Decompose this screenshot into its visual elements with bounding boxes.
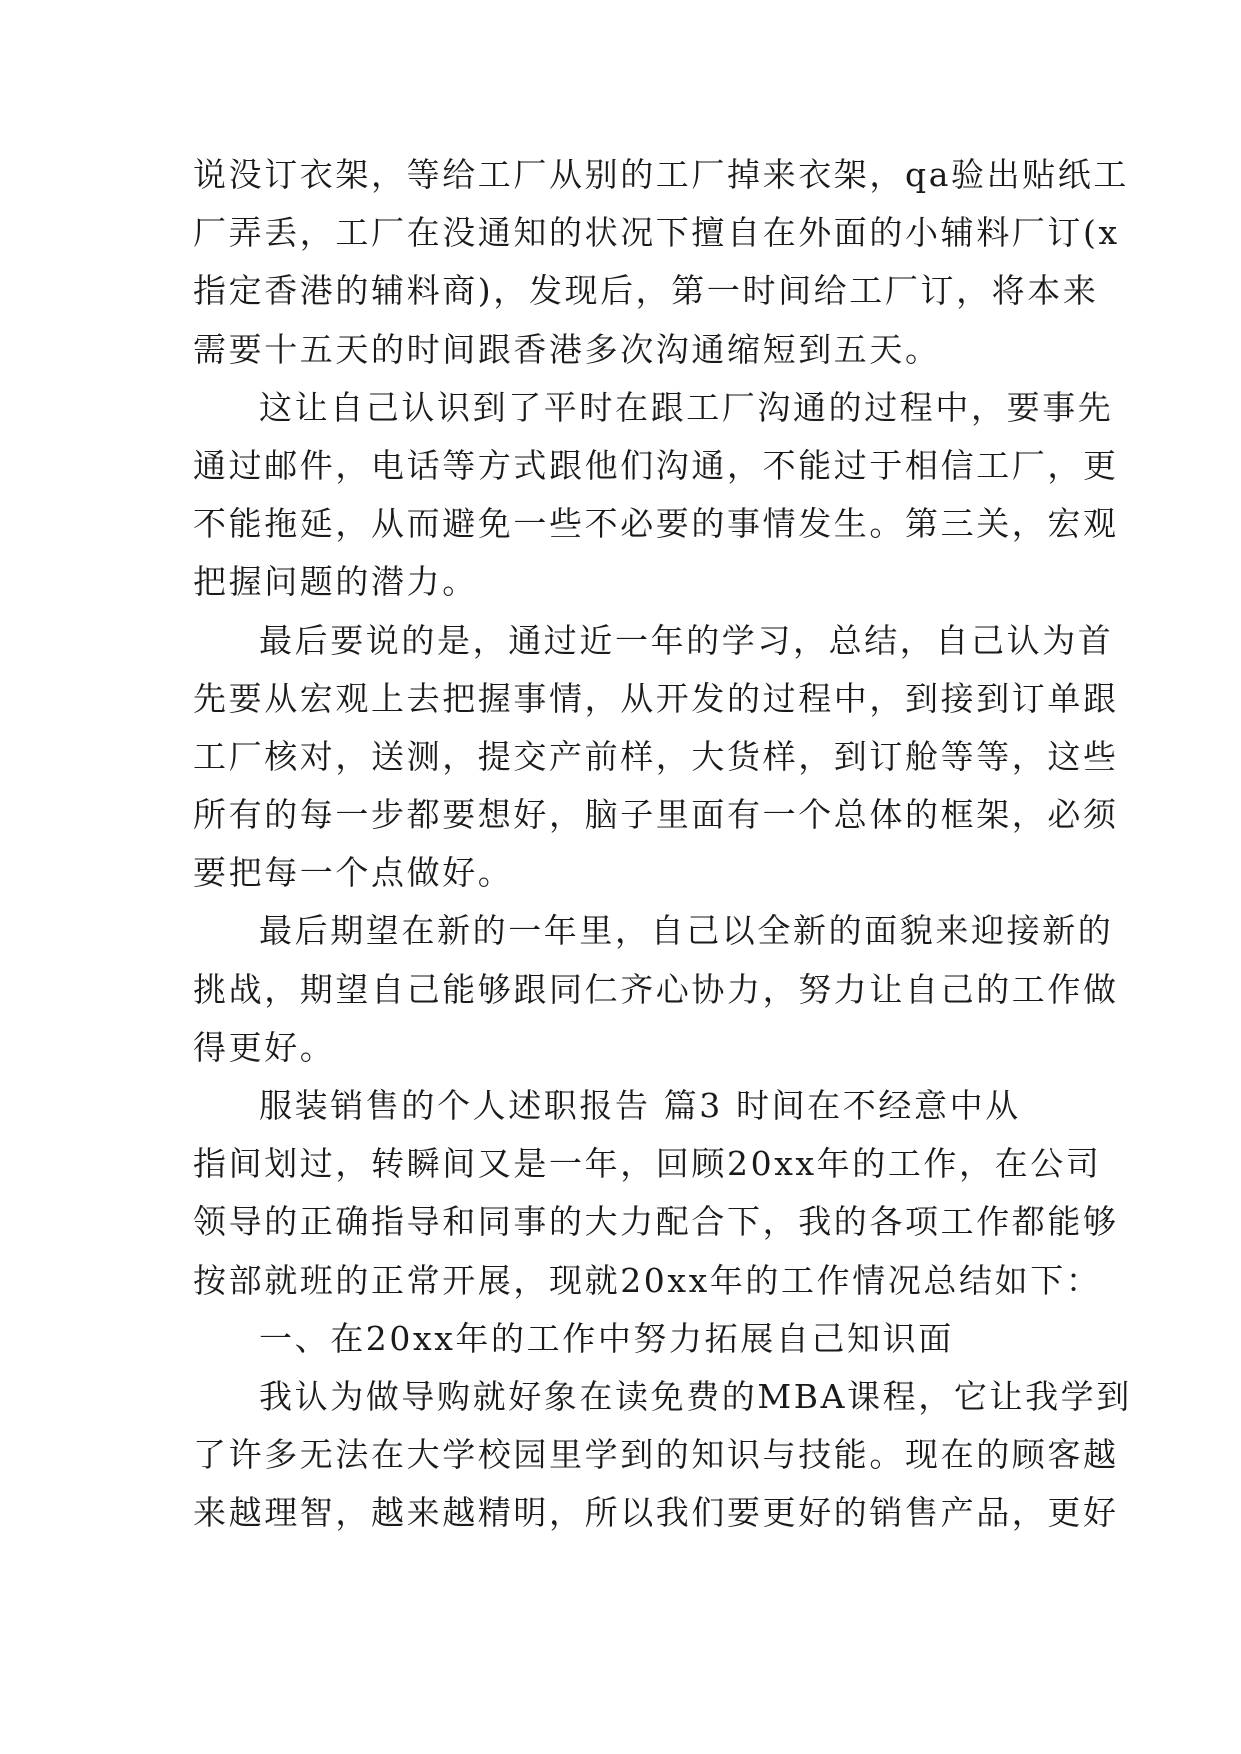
text-line: 指间划过，转瞬间又是一年，回顾20xx年的工作，在公司: [193, 1144, 1102, 1184]
text-line: 我认为做导购就好象在读免费的MBA课程，它让我学到: [259, 1376, 1132, 1416]
text-line: 得更好。: [193, 1027, 336, 1067]
text-line: 服装销售的个人述职报告 篇3 时间在不经意中从: [259, 1086, 1021, 1125]
text-line: 最后期望在新的一年里，自己以全新的面貌来迎接新的: [259, 911, 1114, 951]
text-line: 这让自己认识到了平时在跟工厂沟通的过程中，要事先: [259, 387, 1114, 427]
text-line: 领导的正确指导和同事的大力配合下，我的各项工作都能够: [193, 1202, 1119, 1242]
text-line: 通过邮件，电话等方式跟他们沟通，不能过于相信工厂，更: [193, 445, 1119, 485]
text-line: 指定香港的辅料商)，发现后，第一时间给工厂订，将本来: [193, 271, 1099, 311]
text-line: 要把每一个点做好。: [193, 853, 514, 893]
text-line: 需要十五天的时间跟香港多次沟通缩短到五天。: [193, 329, 941, 369]
text-line: 先要从宏观上去把握事情，从开发的过程中，到接到订单跟: [193, 678, 1119, 718]
text-line: 最后要说的是，通过近一年的学习，总结，自己认为首: [259, 620, 1114, 660]
text-line: 挑战，期望自己能够跟同仁齐心协力，努力让自己的工作做: [193, 969, 1119, 1009]
text-line: 厂弄丢，工厂在没通知的状况下擅自在外面的小辅料厂订(x: [193, 213, 1120, 253]
text-line: 按部就班的正常开展，现就20xx年的工作情况总结如下：: [193, 1260, 1102, 1300]
text-line: 了许多无法在大学校园里学到的知识与技能。现在的顾客越: [193, 1435, 1119, 1475]
text-line: 一、在20xx年的工作中努力拓展自己知识面: [259, 1318, 954, 1358]
text-line: 所有的每一步都要想好，脑子里面有一个总体的框架，必须: [193, 795, 1119, 835]
text-line: 把握问题的潜力。: [193, 562, 478, 602]
text-line: 说没订衣架，等给工厂从别的工厂掉来衣架，qa验出贴纸工: [193, 155, 1129, 194]
document-body: [193, 146, 1132, 1543]
text-line: 不能拖延，从而避免一些不必要的事情发生。第三关，宏观: [193, 504, 1119, 544]
text-line: 来越理智，越来越精明，所以我们要更好的销售产品，更好: [193, 1493, 1119, 1533]
text-line: 工厂核对，送测，提交产前样，大货样，到订舱等等，这些: [193, 736, 1119, 776]
